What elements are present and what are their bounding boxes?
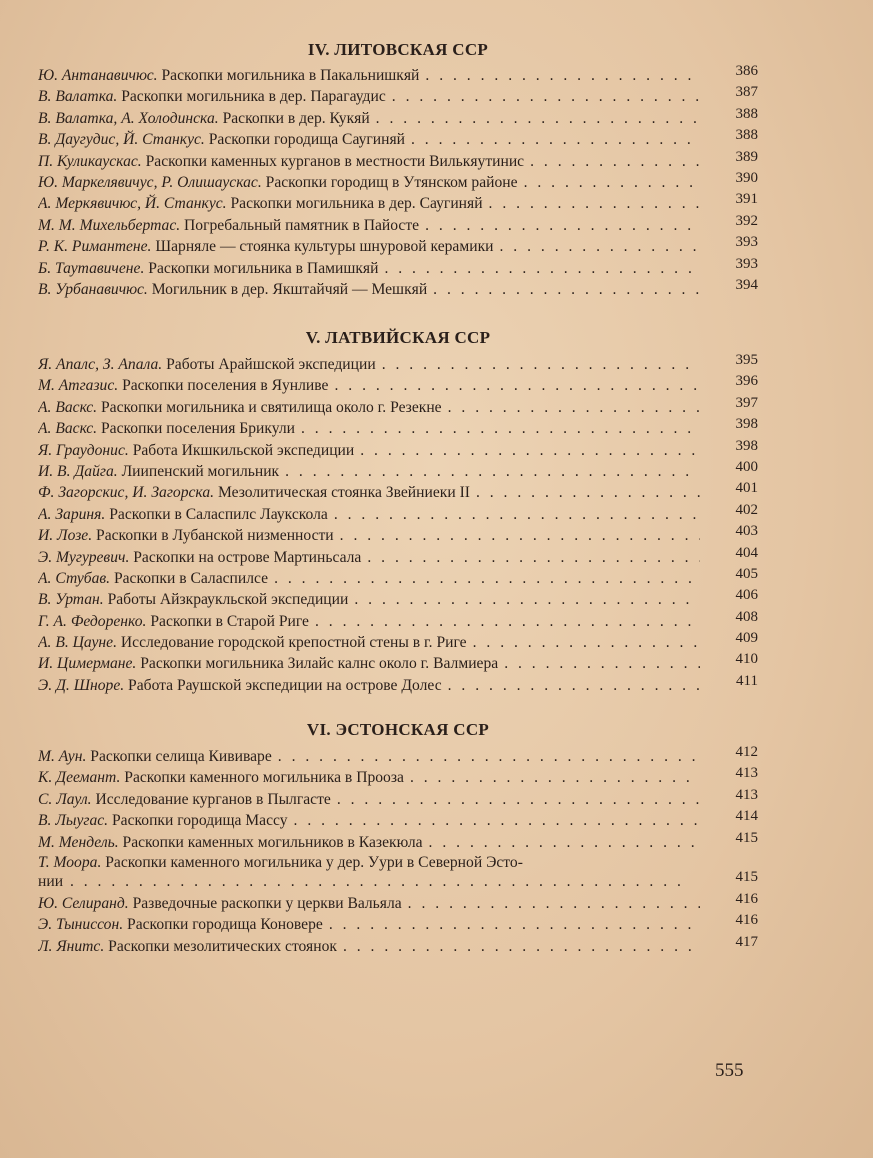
entry-title: Раскопки могильника в дер. Саугиняй (230, 195, 483, 213)
section-estonia (38, 718, 758, 957)
entry-title: Раскопки городища Массу (111, 812, 288, 830)
toc-entry (38, 525, 758, 546)
entry-author: А. Стубав. (38, 569, 111, 587)
entry-title: Раскопки поселения Брикули (101, 420, 295, 438)
entry-page: 406 (735, 587, 758, 604)
toc-entry (38, 458, 758, 482)
entry-author: Ф. Загорскис, И. Загорска. (38, 484, 215, 502)
entry-author: Ю. Маркелявичус, Р. Олишаускас. (38, 173, 262, 191)
toc-entry (38, 255, 758, 279)
entry-page: 414 (735, 808, 758, 825)
entry-title-continued: нии . . . (38, 872, 700, 891)
entry-page: 401 (735, 480, 758, 497)
toc-entry (38, 914, 758, 935)
entry-title: Раскопки могильника и святилища около г. Резекне (101, 398, 442, 416)
entry-title: Раскопки в дер. Кукяй (222, 109, 370, 127)
entry-author: Г. А. Федоренко. (38, 612, 147, 630)
toc-entry (38, 786, 758, 810)
entry-page: 413 (735, 765, 758, 782)
entry-page: 413 (735, 786, 758, 803)
entry-page: 393 (735, 255, 758, 272)
entry-author: В. Уртан. (38, 591, 104, 609)
entry-author: Л. Янитс. (38, 937, 105, 955)
toc-entry (38, 589, 758, 610)
entry-title: Раскопки поселения в Яунливе (122, 377, 329, 395)
entry-author: Ю. Антанавичюс. (38, 67, 158, 84)
entry-title: Раскопки каменных курганов в местности Вилькяутинис (145, 152, 525, 170)
entry-title: Раскопки в Лубанской низменности (96, 527, 334, 545)
entry-author: М. Мендель. (38, 833, 119, 851)
entry-author: М. Аун. (38, 748, 87, 765)
toc-entry (38, 193, 758, 214)
entry-page: 396 (735, 373, 758, 390)
entry-page: 408 (735, 608, 758, 625)
entry-title: Раскопки каменного могильника у дер. Уури в Северной Эсто- (105, 853, 523, 871)
entry-author: М. М. Михельбертас. (38, 216, 181, 234)
entry-title: Раскопки на острове Мартиньсала (133, 548, 362, 566)
entry-author: И. Цимермане. (38, 655, 137, 673)
toc-entry (38, 148, 758, 172)
toc-entry (38, 276, 758, 300)
entry-author: Б. Таутавичене. (38, 259, 145, 277)
section-lithuania (38, 38, 758, 300)
entry-author: Т. Моора. (38, 853, 102, 871)
entry-title: Могильник в дер. Якштайчяй — Мешкяй (151, 280, 428, 298)
toc-entry (38, 437, 758, 461)
entry-page: 409 (735, 630, 758, 647)
toc-entry (38, 767, 758, 788)
entry-page: 412 (735, 744, 758, 760)
entry-title: Лиипенский могильник (121, 462, 280, 480)
toc-entry (38, 482, 758, 503)
toc-entry (38, 632, 758, 653)
toc-entry (38, 105, 758, 129)
entry-list (38, 746, 758, 957)
entry-title: Раскопки могильника Зилайс калнс около г. Валмиера (140, 655, 499, 673)
entry-page: 388 (735, 105, 758, 122)
entry-author: В. Валатка. (38, 88, 118, 106)
entry-page: 404 (735, 544, 758, 561)
entry-author: В. Валатка, А. Холодинска. (38, 109, 219, 127)
entry-author: Э. Мугуревич. (38, 548, 130, 566)
entry-author: М. Атгазис. (38, 377, 119, 395)
entry-title: Исследование курганов в Пылгасте (95, 790, 331, 808)
entry-page: 397 (735, 394, 758, 411)
entry-title: Исследование городской крепостной стены в г. Риге (120, 634, 467, 652)
entry-title: Раскопки городища Саугиняй (208, 131, 405, 149)
entry-title: Раскопки городищ в Утянском районе (265, 173, 518, 191)
entry-page: 395 (735, 352, 758, 368)
toc-entry (38, 169, 758, 193)
toc-entry (38, 890, 758, 914)
entry-page: 386 (735, 63, 758, 79)
section-title: IV. ЛИТОВСКАЯ ССР (307, 40, 489, 59)
section-latvia (38, 326, 758, 696)
entry-title: Раскопки городища Коновере (127, 916, 323, 934)
entry-author: К. Деемант. (38, 769, 121, 787)
entry-title: Раскопки мезолитических стоянок (108, 937, 337, 955)
page-number: 555 (715, 1060, 744, 1081)
toc-entry (38, 375, 758, 396)
toc-entry (38, 933, 758, 957)
entry-title: Раскопки могильника в Пакальнишкяй (161, 67, 420, 84)
entry-page: 411 (736, 672, 758, 689)
entry-author: С. Лаул. (38, 790, 92, 808)
entry-title: Работы Арайшской экспедиции (166, 356, 376, 373)
entry-author: А. Васкс. (38, 398, 98, 416)
section-title: VI. ЭСТОНСКАЯ ССР (306, 720, 490, 739)
entry-author: В. Даугудис, Й. Станкус. (38, 131, 205, 149)
entry-page: 415 (735, 868, 758, 885)
entry-page: 417 (735, 933, 758, 950)
entry-page: 398 (735, 416, 758, 433)
toc-entry (38, 129, 758, 150)
entry-page: 394 (735, 276, 758, 293)
toc-entry (38, 354, 758, 375)
entry-author: П. Куликаускас. (38, 152, 142, 170)
entry-author: В. Лыугас. (38, 812, 109, 830)
entry-author: А. Зариня. (38, 505, 106, 523)
entry-title: Раскопки селища Кививаре (90, 748, 272, 765)
entry-author: Р. К. Римантене. (38, 238, 152, 256)
toc-entry (38, 608, 758, 632)
entry-title: Раскопки в Саласпилсе (113, 569, 269, 587)
entry-page: 389 (735, 148, 758, 165)
toc-entry (38, 544, 758, 568)
entry-author: Я. Граудонис. (38, 441, 129, 459)
entry-title: Раскопки могильника в дер. Парагаудис (121, 88, 386, 106)
entry-author: Э. Д. Шноре. (38, 676, 125, 694)
entry-author: И. Лозе. (38, 527, 93, 545)
entry-author: А. Васкс. (38, 420, 98, 438)
entry-author: А. Меркявичюс, Й. Станкус. (38, 195, 227, 213)
toc-entry (38, 810, 758, 831)
entry-page: 400 (735, 458, 758, 475)
entry-title: Работа Раушской экспедиции на острове Долес (128, 676, 442, 694)
entry-page: 405 (735, 565, 758, 582)
toc-entry (38, 236, 758, 257)
entry-title: Раскопки каменного могильника в Прооза (124, 769, 404, 787)
entry-author: А. В. Цауне. (38, 634, 117, 652)
toc-entry (38, 565, 758, 589)
toc-entry (38, 746, 758, 767)
entry-title: Раскопки каменных могильников в Казекюла (122, 833, 423, 851)
entry-page: 402 (735, 501, 758, 518)
entry-list (38, 354, 758, 696)
entry-title: Шарняле — стоянка культуры шнуровой керамики (155, 238, 494, 256)
entry-page: 392 (735, 212, 758, 229)
entry-title: Работы Айзкраукльской экспедиции (107, 591, 349, 609)
entry-author: Я. Апалс, З. Апала. (38, 356, 163, 373)
section-title: V. ЛАТВИЙСКАЯ ССР (305, 328, 491, 347)
toc-entry (38, 212, 758, 236)
entry-author: Э. Тыниссон. (38, 916, 124, 934)
toc-entry (38, 86, 758, 107)
toc-entry (38, 829, 758, 853)
entry-title: Раскопки в Саласпилс Лаукскола (109, 505, 328, 523)
entry-page: 410 (735, 651, 758, 668)
entry-page: 416 (735, 912, 758, 929)
entry-author: И. В. Дайга. (38, 462, 118, 480)
entry-title: Мезолитическая стоянка Звейниеки II (217, 484, 470, 502)
entry-author: Ю. Селиранд. (38, 894, 129, 912)
entry-title: Раскопки могильника в Памишкяй (148, 259, 379, 277)
entry-page: 387 (735, 84, 758, 101)
entry-page: 391 (735, 191, 758, 208)
entry-page: 416 (735, 890, 758, 907)
entry-title: Разведочные раскопки у церкви Вальяла (132, 894, 402, 912)
toc-entry (38, 394, 758, 418)
entry-author: В. Урбанавичюс. (38, 280, 148, 298)
entry-list (38, 65, 758, 300)
entry-title: Погребальный памятник в Пайосте (184, 216, 420, 234)
entry-title: Раскопки в Старой Риге (150, 612, 309, 630)
entry-page: 398 (735, 437, 758, 454)
toc-entry (38, 418, 758, 439)
entry-page: 403 (735, 523, 758, 540)
toc-entry (38, 653, 758, 674)
entry-page: 415 (735, 829, 758, 846)
entry-page: 393 (735, 234, 758, 251)
entry-page: 390 (735, 169, 758, 186)
entry-page: 388 (735, 127, 758, 144)
toc-entry (38, 672, 758, 696)
entry-title: Работа Икшкильской экспедиции (132, 441, 355, 459)
toc-entry (38, 853, 758, 893)
toc-entry (38, 65, 758, 86)
toc-entry (38, 501, 758, 525)
